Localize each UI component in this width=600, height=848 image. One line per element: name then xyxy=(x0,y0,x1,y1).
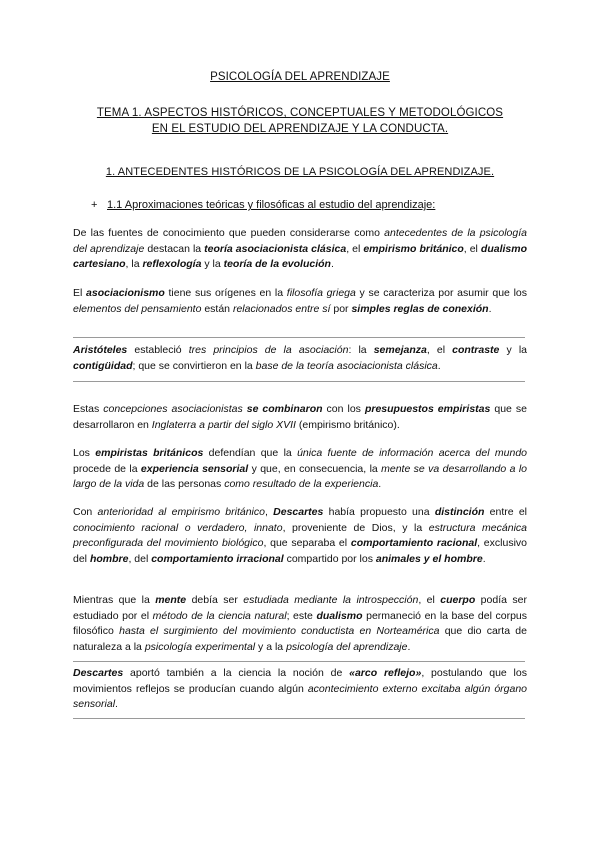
body-text: defendían que la xyxy=(203,447,298,459)
subsection-heading-text: 1.1 Aproximaciones teóricas y filosóficas al estudio del aprendizaje: xyxy=(107,199,436,211)
body-text: debía ser xyxy=(186,594,244,606)
body-text: podía ser estudiado por el xyxy=(73,594,527,622)
body-text: por xyxy=(330,302,352,315)
body-text: (empirismo británico). xyxy=(295,418,400,431)
body-text: , del xyxy=(128,552,152,565)
emphasized-term: teoría asociacionista clásica xyxy=(204,242,347,255)
emphasized-term: dualismo xyxy=(316,609,363,622)
italic-text: filosofía griega xyxy=(286,287,356,299)
body-text: compartido por los xyxy=(283,552,376,565)
paragraph-descartes-distincion xyxy=(73,505,527,567)
paragraph-aristoteles xyxy=(73,343,527,374)
italic-text: psicología experimental xyxy=(144,640,256,653)
body-text: . xyxy=(330,258,334,271)
body-text: . xyxy=(115,698,118,711)
italic-text: método de la ciencia natural xyxy=(152,609,287,622)
emphasized-term: contraste xyxy=(452,344,500,356)
document-title: PSICOLOGÍA DEL APRENDIZAJE xyxy=(210,71,390,83)
body-text: . xyxy=(378,478,382,491)
body-text: ; este xyxy=(286,609,317,622)
emphasized-term: hombre xyxy=(89,552,129,565)
paragraph-arco-reflejo xyxy=(73,666,527,713)
body-text: estableció xyxy=(127,344,189,356)
body-text: y la xyxy=(201,258,224,271)
body-text: , postulando que los movimientos reflejos se producían cuando algún xyxy=(73,667,527,695)
body-text: procede de la xyxy=(73,462,141,475)
paragraph-concepciones xyxy=(73,402,527,433)
body-text: , proveniente de Dios, y la xyxy=(282,521,429,534)
emphasized-term: se combinaron xyxy=(242,403,323,415)
italic-text: hasta el surgimiento del movimiento conductista en Norteamérica xyxy=(119,625,440,638)
body-text: ; que se convirtieron en la xyxy=(132,359,256,372)
italic-text: como resultado de la experiencia xyxy=(224,478,379,491)
body-text: , xyxy=(264,506,274,518)
italic-text: mente se va desarrollando a lo largo de la vida xyxy=(73,462,527,491)
emphasized-term: comportamiento racional xyxy=(350,537,478,550)
body-text: . xyxy=(488,302,492,315)
italic-text: elementos del pensamiento xyxy=(73,302,202,315)
italic-text: relacionados entre sí xyxy=(232,302,331,315)
body-text: Mientras que la xyxy=(73,594,156,606)
body-text: había propuesto una xyxy=(323,506,435,518)
body-text: Con xyxy=(73,506,98,518)
body-text: destacan la xyxy=(144,242,205,255)
body-text: . xyxy=(437,359,441,372)
italic-text: psicología del aprendizaje xyxy=(286,640,408,653)
body-text: y que, en consecuencia, la xyxy=(248,462,382,475)
topic-heading xyxy=(0,105,600,137)
paragraph-dualismo xyxy=(73,593,527,655)
emphasized-term: mente xyxy=(155,594,187,606)
emphasized-term: distinción xyxy=(434,506,485,518)
body-text: con los xyxy=(322,403,365,415)
emphasized-term: simples reglas de conexión xyxy=(351,302,489,315)
emphasized-term: Aristóteles xyxy=(73,344,128,356)
divider-line xyxy=(73,718,525,719)
body-text: están xyxy=(201,302,233,315)
italic-text: concepciones asociacionistas xyxy=(103,403,243,415)
emphasized-term: teoría de la evolución xyxy=(223,258,331,271)
section-heading: 1. ANTECEDENTES HISTÓRICOS DE LA PSICOLOGÍA DEL APRENDIZAJE. xyxy=(105,166,495,178)
body-text: El xyxy=(73,287,87,299)
body-text: , el xyxy=(418,594,441,606)
italic-text: antecedentes de la psicología del aprendizaje xyxy=(73,227,527,255)
emphasized-term: Descartes xyxy=(73,667,124,679)
emphasized-term: dualismo cartesiano xyxy=(73,242,527,271)
divider-line xyxy=(73,337,525,338)
emphasized-term: asociacionismo xyxy=(86,287,165,299)
body-text: Estas xyxy=(73,403,104,415)
emphasized-term: cuerpo xyxy=(440,594,476,606)
emphasized-term: «arco reflejo» xyxy=(349,667,422,679)
body-text: que dio carta de naturaleza a la xyxy=(73,625,527,653)
body-text: permaneció en la base del corpus filosófico xyxy=(73,609,527,638)
body-text: y la xyxy=(499,344,527,356)
paragraph-asociacionismo xyxy=(73,286,527,317)
italic-text: anterioridad al empirismo británico xyxy=(97,506,265,518)
body-text: tiene sus orígenes en la xyxy=(164,287,287,299)
italic-text: tres principios de la asociación xyxy=(188,344,349,356)
body-text: de las personas xyxy=(144,478,225,491)
emphasized-term: contigüidad xyxy=(73,359,133,372)
emphasized-term: reflexología xyxy=(142,258,202,271)
italic-text: acontecimiento externo excitaba algún órgano sensorial xyxy=(73,682,528,711)
subsection-heading xyxy=(91,199,435,211)
italic-text: base de la teoría asociacionista clásica xyxy=(255,359,438,372)
body-text: De las fuentes de conocimiento que pueden considerarse como xyxy=(73,227,385,239)
emphasized-term: experiencia sensorial xyxy=(140,462,249,475)
divider-line xyxy=(73,661,525,662)
body-text: y a la xyxy=(255,640,287,653)
emphasized-term: presupuestos empiristas xyxy=(364,403,491,415)
divider-line xyxy=(73,381,525,382)
body-text: aportó también a la ciencia la noción de xyxy=(123,667,350,679)
paragraph-empiristas xyxy=(73,446,527,493)
body-text: : la xyxy=(348,344,374,356)
body-text: que se desarrollaron en xyxy=(73,403,527,431)
topic-heading-line-1: TEMA 1. ASPECTOS HISTÓRICOS, CONCEPTUALES Y METODOLÓGICOS xyxy=(96,107,504,119)
italic-text: conocimiento racional o verdadero, innato xyxy=(73,521,283,534)
body-text: entre el xyxy=(484,506,528,518)
emphasized-term: comportamiento irracional xyxy=(151,552,284,565)
emphasized-term: semejanza xyxy=(373,344,427,356)
body-text: , el xyxy=(463,242,481,255)
emphasized-term: animales y el hombre xyxy=(375,552,483,565)
emphasized-term: empirismo británico xyxy=(363,242,464,255)
italic-text: única fuente de información acerca del mundo xyxy=(297,447,528,459)
italic-text: estructura mecánica preconfigurada del movimiento biológico xyxy=(73,521,527,550)
emphasized-term: Descartes xyxy=(273,506,324,518)
body-text: Los xyxy=(73,447,96,459)
body-text: , el xyxy=(346,242,364,255)
body-text: y se caracteriza por asumir que los xyxy=(355,287,528,299)
italic-text: estudiada mediante la introspección xyxy=(243,594,419,606)
body-text: , exclusivo del xyxy=(73,537,527,565)
topic-heading-line-2: EN EL ESTUDIO DEL APRENDIZAJE Y LA CONDUCTA. xyxy=(151,123,449,135)
emphasized-term: empiristas británicos xyxy=(95,447,204,459)
body-text: , la xyxy=(125,258,143,271)
body-text: , que separaba el xyxy=(263,537,351,550)
body-text: . xyxy=(407,640,411,653)
bullet-marker: + xyxy=(91,199,98,211)
paragraph-antecedentes xyxy=(73,226,527,273)
body-text: . xyxy=(482,552,486,565)
body-text: , el xyxy=(426,344,453,356)
italic-text: Inglaterra a partir del siglo XVII xyxy=(151,418,296,431)
